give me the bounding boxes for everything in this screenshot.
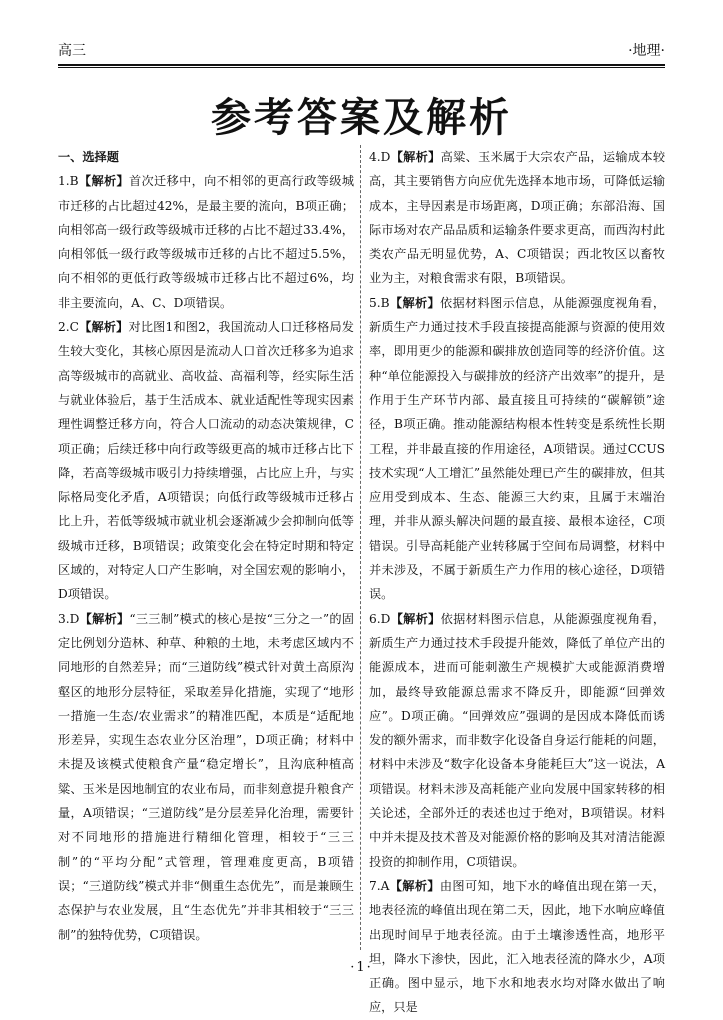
- answer-text: “三三制”模式的核心是按“三分之一”的固定比例划分造林、种草、种粮的土地，未考虑区域内不同地形的自然差异；而“三道防线”模式针对黄土高原沟壑区的地形分层特征，采取差异化措施，实现了“地形一措施一生态/农业需求”的精准匹配，本质是“适配地形差异，实现生态农业分区治理”，D项正确；材料中未提及该模式使粮食产量“稳定增长”，且沟底种植高粱、玉米是因地制宜的农业布局，而非刻意提升粮食产量，A项错误；“三道防线”是分层差异化治理，需要针对不同地形的措施进行精细化管理，相较于“三三制”的“平均分配”式管理，管理难度更高，B项错误；“三道防线”模式并非“侧重生态优先”，而是兼顾生态保护与农业发展，且“生态优先”并非其相较于“三三制”的独特优势，C项错误。: [58, 611, 354, 942]
- answer-item: [369, 145, 665, 291]
- answer-text: 对比图1和图2，我国流动人口迁移格局发生较大变化，其核心原因是流动人口首次迁移多为追求高等级城市的高就业、高收益、高福利等，经实际生活与就业体验后，基于生活成本、就业适配性等现实因素理性调整迁移方向，符合人口流动的动态决策规律，C项正确；后续迁移中向行政等级更高的城市迁移占比下降，若高等级城市吸引力持续增强，占比应上升，与实际格局变化矛盾，A项错误；向低行政等级城市迁移占比上升，若低等级城市就业机会逐渐减少会抑制向低等级城市迁移，B项错误；政策变化会在特定时期和特定区域的，对特定人口产生影响，对全国宏观的影响小，D项错误。: [58, 320, 354, 602]
- page-header: [58, 38, 665, 60]
- analysis-tag: 【解析】: [389, 878, 440, 893]
- answer-number: 6.D: [369, 611, 391, 626]
- answer-text: 依据材料图示信息，从能源强度视角看，新质生产力通过技术手段提升能效，降低了单位产出的能源成本，进而可能刺激生产规模扩大或能源消费增加，最终导致能源总需求不降反升，即能源“回弹效应”。D项正确。“回弹效应”强调的是因成本降低而诱发的额外需求，而非数字化设备自身运行能耗的问题，材料中未涉及“数字化设备本身能耗巨大”这一说法，A项错误。材料未涉及高耗能产业向发展中国家转移的相关论述，全部外迁的表述也过于绝对，B项错误。材料中并未提及技术普及对能源价格的影响及其对清洁能源投资的抑制作用，C项错误。: [369, 611, 666, 869]
- answer-number: 7.A: [369, 878, 390, 893]
- answer-number: 4.D: [369, 150, 391, 164]
- analysis-tag: 【解析】: [390, 150, 441, 164]
- page-title: 参考答案及解析: [211, 95, 512, 141]
- answer-text: 首次迁移中，向不相邻的更高行政等级城市迁移的占比超过42%，是最主要的流向，B项正确；向相邻高一级行政等级城市迁移的占比不超过33.4%，向相邻低一级行政等级城市迁移的占比不超过5.5%，向不相邻的更低行政等级城市迁移占比不超过6%，均非主要流向，A、C、D项错误。: [58, 174, 355, 310]
- analysis-tag: 【解析】: [389, 295, 440, 310]
- right-column: [369, 145, 665, 1020]
- answer-item: [369, 874, 665, 1020]
- left-column: [58, 145, 354, 947]
- analysis-tag: 【解析】: [79, 611, 130, 626]
- header-rule: [58, 64, 665, 66]
- answer-item: [58, 169, 354, 315]
- answer-number: 5.B: [369, 295, 390, 310]
- analysis-tag: 【解析】: [78, 174, 129, 189]
- answer-text: 由图可知，地下水的峰值出现在第一天，地表径流的峰值出现在第二天，因此，地下水响应峰值出现时间早于地表径流。由于土壤渗透性高，地形平坦，降水下渗快，因此，汇入地表径流的降水少，A项正确。图中显示，地下水和地表水均对降水做出了响应，只是: [369, 878, 666, 1015]
- page-number: ·1·: [350, 960, 373, 975]
- answer-item: [369, 291, 665, 607]
- column-divider: [360, 145, 361, 950]
- answer-item: [58, 607, 354, 947]
- header-rule-thin: [58, 67, 665, 68]
- header-grade: 高三: [58, 43, 86, 59]
- answer-text: 高粱、玉米属于大宗农产品，运输成本较高，其主要销售方向应优先选择本地市场，可降低运输成本，主导因素是市场距离，D项正确；东部沿海、国际市场对农产品品质和运输条件要求更高，而西沟村此类农产品无明显优势，A、C项错误；西北牧区以畜牧业为主，对粮食需求有限，B项错误。: [369, 150, 666, 286]
- answer-text: 依据材料图示信息，从能源强度视角看，新质生产力通过技术手段直接提高能源与资源的使用效率，即用更少的能源和碳排放创造同等的经济价值。这种“单位能源投入与碳排放的经济产出效率”的提升，是作用于生产环节内部、最直接且可持续的“碳解锁”途径，B项正确。推动能源结构根本性转变是系统性长期工程，并非最直接的作用途径，A项错误。通过CCUS技术实现“人工增汇”虽然能处理已产生的碳排放，但其应用受到成本、生态、能源三大约束，且属于末端治理，并非从源头解决问题的最直接、最根本途径，C项错误。引导高耗能产业转移属于空间布局调整，材料中并未涉及，不属于新质生产力作用的核心途径，D项错误。: [369, 295, 666, 602]
- answer-item: [58, 315, 354, 607]
- analysis-tag: 【解析】: [78, 320, 129, 335]
- header-subject: ·地理·: [628, 43, 665, 59]
- analysis-tag: 【解析】: [390, 611, 441, 626]
- answer-number: 2.C: [58, 320, 79, 335]
- answer-number: 1.B: [58, 174, 79, 189]
- answer-number: 3.D: [58, 611, 80, 626]
- section-heading: 一、选择题: [58, 150, 119, 164]
- answer-item: [369, 607, 665, 874]
